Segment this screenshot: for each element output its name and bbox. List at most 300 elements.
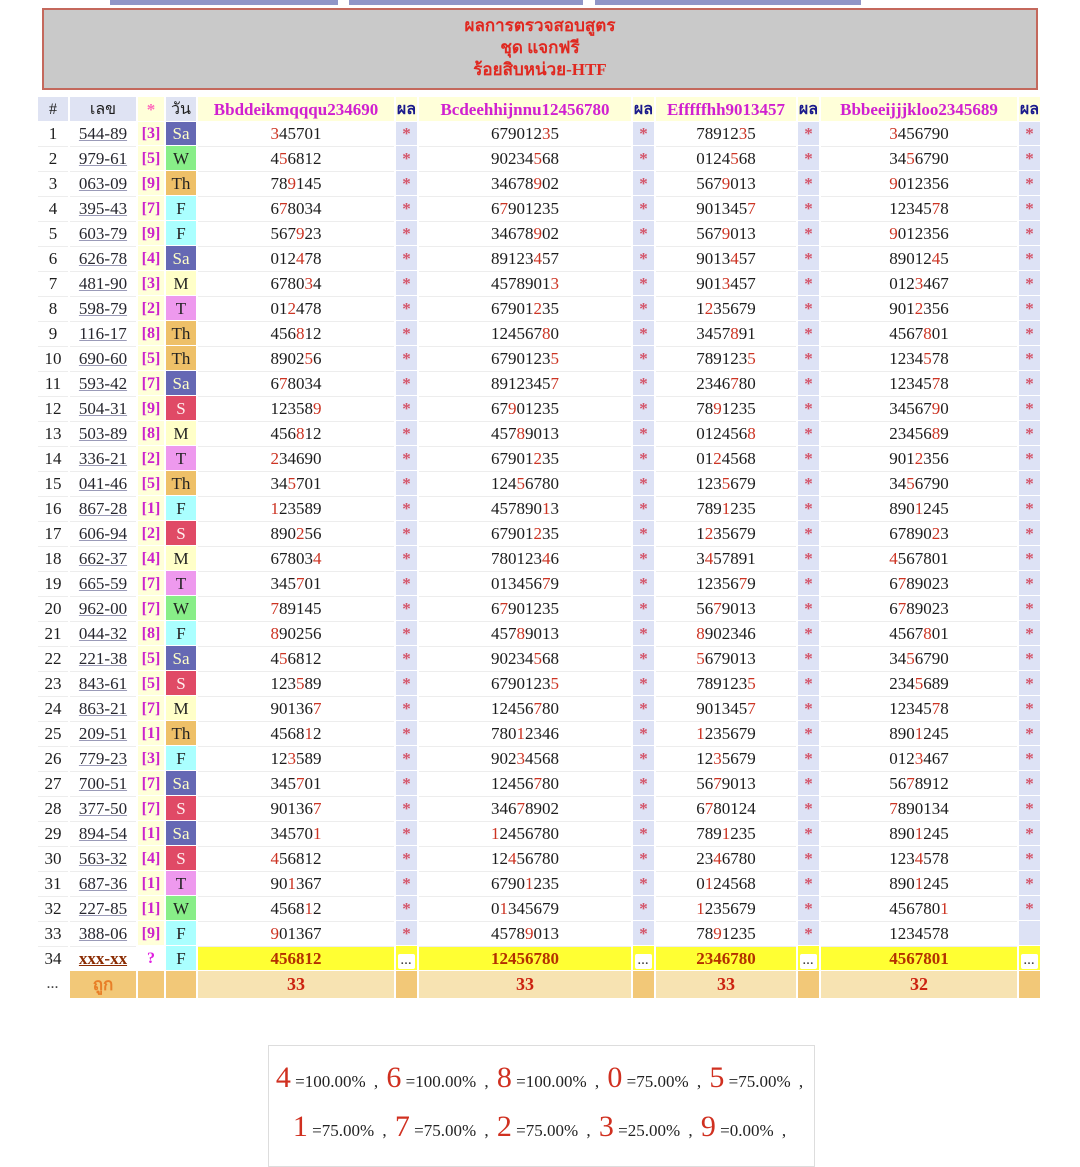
result-cell: * xyxy=(1019,421,1040,445)
draw-number-link[interactable]: xxx-xx xyxy=(78,949,128,968)
draw-number-link[interactable]: 481-90 xyxy=(78,274,128,293)
result-cell: * xyxy=(1019,696,1040,720)
highlighted-digit: 3 xyxy=(738,124,748,143)
result-cell: * xyxy=(798,846,819,870)
formula-digits-cell: 123589 xyxy=(198,396,394,420)
highlighted-digit: 7 xyxy=(499,199,508,218)
highlighted-digit: 5 xyxy=(279,149,288,168)
draw-number-cell xyxy=(70,446,136,470)
result-cell: * xyxy=(396,621,417,645)
footer-empty-cell xyxy=(1019,971,1040,998)
formula-digits-cell: 12456780 xyxy=(419,321,631,345)
row-index: 31 xyxy=(38,871,68,895)
highlighted-digit: 1 xyxy=(914,874,924,893)
result-cell: * xyxy=(396,846,417,870)
formula-digits-cell: 89123457 xyxy=(419,246,631,270)
pending-result-link[interactable]: ... xyxy=(398,954,415,969)
draw-number-cell xyxy=(70,496,136,520)
formula-digits-cell: 8901245 xyxy=(821,871,1017,895)
target-digit-cell: [5] xyxy=(138,646,164,670)
result-cell: * xyxy=(798,696,819,720)
col-header-formula-3: Efffffhh9013457 xyxy=(656,97,796,121)
result-cell: * xyxy=(1019,546,1040,570)
footer-empty-cell xyxy=(138,971,164,998)
draw-number-link[interactable]: 690-60 xyxy=(78,349,128,368)
draw-number-link[interactable]: 687-36 xyxy=(78,874,128,893)
highlighted-digit: 3 xyxy=(713,749,722,768)
formula-digits-cell: 67901235 xyxy=(419,346,631,370)
summary-separator: , xyxy=(781,1121,787,1140)
highlighted-digit: 7 xyxy=(499,599,508,618)
highlighted-digit: 5 xyxy=(296,674,305,693)
day-chip: T xyxy=(166,296,196,320)
formula-digits-cell: 6789023 xyxy=(821,521,1017,545)
day-chip: Sa xyxy=(166,246,196,270)
pending-result-link[interactable]: ... xyxy=(1021,954,1038,969)
result-cell: * xyxy=(1019,846,1040,870)
highlighted-digit: 2 xyxy=(914,449,924,468)
formula-digits-cell: 012478 xyxy=(198,296,394,320)
formula-digits-cell: 3456790 xyxy=(821,146,1017,170)
highlighted-digit: 8 xyxy=(270,624,279,643)
result-cell: * xyxy=(1019,496,1040,520)
target-digit-cell: [5] xyxy=(138,346,164,370)
result-cell: * xyxy=(396,546,417,570)
highlighted-digit: 1 xyxy=(696,899,705,918)
highlighted-digit: 1 xyxy=(721,824,731,843)
result-cell: * xyxy=(633,196,654,220)
col-header-result-2: ผล xyxy=(633,97,654,121)
formula-digits-cell: 3456790 xyxy=(821,396,1017,420)
highlighted-digit: 9 xyxy=(931,399,941,418)
highlighted-digit: 7 xyxy=(738,574,748,593)
target-digit-cell: [7] xyxy=(138,771,164,795)
draw-number-link[interactable]: 044-32 xyxy=(78,624,128,643)
highlighted-digit: 3 xyxy=(270,124,279,143)
draw-number-cell xyxy=(70,621,136,645)
result-cell: * xyxy=(633,746,654,770)
formula-digits-cell: 67901235 xyxy=(419,671,631,695)
formula-digits-cell: 78012346 xyxy=(419,546,631,570)
formula-digits-cell: 2345689 xyxy=(821,671,1017,695)
highlighted-digit: 7 xyxy=(279,199,288,218)
formula-digits-cell: 123589 xyxy=(198,496,394,520)
formula-digits-cell: 7891235 xyxy=(656,921,796,945)
formula-digits-cell: 4567801 xyxy=(821,621,1017,645)
target-digit-cell: [9] xyxy=(138,221,164,245)
result-cell: * xyxy=(1019,246,1040,270)
highlighted-digit: 2 xyxy=(704,299,714,318)
draw-number-link[interactable]: 606-94 xyxy=(78,524,128,543)
formula-digits-cell: 3457891 xyxy=(656,546,796,570)
draw-number-cell xyxy=(70,871,136,895)
draw-number-cell xyxy=(70,846,136,870)
col-header-index: # xyxy=(38,97,68,121)
result-cell: * xyxy=(396,296,417,320)
formula-digits-cell: 67901235 xyxy=(419,521,631,545)
result-cell: * xyxy=(633,596,654,620)
formula-digits-cell: 90234568 xyxy=(419,746,631,770)
result-cell: * xyxy=(1019,346,1040,370)
highlighted-digit: 1 xyxy=(313,824,322,843)
formula-digits-cell: 7890134 xyxy=(821,796,1017,820)
row-index: 21 xyxy=(38,621,68,645)
result-cell: * xyxy=(798,196,819,220)
highlighted-digit: 9 xyxy=(721,174,731,193)
highlighted-digit: 2 xyxy=(287,299,296,318)
draw-number-link[interactable]: 700-51 xyxy=(78,774,128,793)
highlighted-digit: 8 xyxy=(730,324,739,343)
formula-digits-cell: 67901235 xyxy=(419,871,631,895)
draw-number-link[interactable]: 504-31 xyxy=(78,399,128,418)
day-chip: F xyxy=(166,946,196,970)
highlighted-digit: 3 xyxy=(304,274,313,293)
draw-number-link[interactable]: 843-61 xyxy=(78,674,128,693)
highlighted-digit: 7 xyxy=(747,199,756,218)
formula-digits-cell: 78012346 xyxy=(419,721,631,745)
summary-line-1 xyxy=(269,1056,814,1105)
result-cell: * xyxy=(633,171,654,195)
day-chip: Th xyxy=(166,171,196,195)
draw-number-link[interactable]: 863-21 xyxy=(78,699,128,718)
summary-separator: , xyxy=(484,1121,493,1140)
draw-number-link[interactable]: 395-43 xyxy=(78,199,128,218)
formula-digits-cell: 1235679 xyxy=(656,296,796,320)
result-cell xyxy=(798,946,819,970)
row-index: 20 xyxy=(38,596,68,620)
draw-number-cell xyxy=(70,371,136,395)
highlighted-digit: 4 xyxy=(508,849,517,868)
draw-number-link[interactable]: 867-28 xyxy=(78,499,128,518)
table-footer-row xyxy=(38,971,1040,998)
result-cell: * xyxy=(633,146,654,170)
row-index: 28 xyxy=(38,796,68,820)
formula-digits-cell: 456812 xyxy=(198,146,394,170)
draw-number-cell xyxy=(70,671,136,695)
highlighted-digit: 1 xyxy=(542,499,551,518)
result-cell xyxy=(1019,921,1040,945)
highlighted-digit: 5 xyxy=(923,349,932,368)
highlighted-digit: 3 xyxy=(889,124,898,143)
result-cell: * xyxy=(633,296,654,320)
summary-digit: 2 xyxy=(496,1110,512,1143)
day-chip: F xyxy=(166,621,196,645)
table-row xyxy=(38,446,1040,470)
draw-number-link[interactable]: 227-85 xyxy=(78,899,128,918)
formula-digits-cell: 789145 xyxy=(198,171,394,195)
formula-digits-cell: 345701 xyxy=(198,571,394,595)
footer-empty-cell xyxy=(166,971,196,998)
row-index: 3 xyxy=(38,171,68,195)
formula-digits-cell: 789145 xyxy=(198,596,394,620)
result-cell: * xyxy=(798,546,819,570)
draw-number-cell xyxy=(70,421,136,445)
result-cell: * xyxy=(396,196,417,220)
highlighted-digit: 1 xyxy=(491,824,500,843)
draw-number-link[interactable]: 779-23 xyxy=(78,749,128,768)
formula-digits-cell: 6780124 xyxy=(656,796,796,820)
highlighted-digit: 8 xyxy=(516,424,525,443)
result-cell: * xyxy=(396,371,417,395)
formula-digits-cell: 123589 xyxy=(198,746,394,770)
pending-result-link[interactable]: ... xyxy=(800,954,817,969)
target-digit-cell: [8] xyxy=(138,321,164,345)
row-index: 11 xyxy=(38,371,68,395)
draw-number-cell xyxy=(70,721,136,745)
row-index: 12 xyxy=(38,396,68,420)
row-index: 6 xyxy=(38,246,68,270)
formula-digits-cell: 5679013 xyxy=(656,771,796,795)
day-chip: M xyxy=(166,421,196,445)
row-index: 27 xyxy=(38,771,68,795)
top-cropped-strip xyxy=(0,0,1080,5)
highlighted-digit: 5 xyxy=(721,474,731,493)
summary-digit: 7 xyxy=(394,1110,410,1143)
result-cell: * xyxy=(633,771,654,795)
result-cell: * xyxy=(396,596,417,620)
formula-digits-cell: 5679013 xyxy=(656,596,796,620)
formula-digits-cell: 890256 xyxy=(198,621,394,645)
table-row xyxy=(38,771,1040,795)
formula-digits-cell: 45789013 xyxy=(419,421,631,445)
row-index: 34 xyxy=(38,946,68,970)
table-row xyxy=(38,621,1040,645)
row-index: 1 xyxy=(38,122,68,145)
summary-digit: 4 xyxy=(275,1061,291,1094)
pending-result-link[interactable]: ... xyxy=(635,954,652,969)
target-digit-cell: [3] xyxy=(138,271,164,295)
highlighted-digit: 8 xyxy=(296,424,305,443)
highlighted-digit: 4 xyxy=(542,549,551,568)
table-header-row xyxy=(38,97,1040,121)
formula-digits-cell: 2346780 xyxy=(656,946,796,970)
draw-number-link[interactable]: 626-78 xyxy=(78,249,128,268)
target-digit-cell: [7] xyxy=(138,371,164,395)
result-cell: * xyxy=(396,122,417,145)
draw-number-link[interactable]: 336-21 xyxy=(78,449,128,468)
table-row xyxy=(38,796,1040,820)
table-row xyxy=(38,421,1040,445)
summary-percentage: =0.00% xyxy=(715,1121,778,1140)
highlighted-digit: 2 xyxy=(713,449,722,468)
table-row xyxy=(38,821,1040,845)
draw-number-link[interactable]: 221-38 xyxy=(78,649,128,668)
col-header-formula-1: Bbddeikmqqqu234690 xyxy=(198,97,394,121)
row-index: 25 xyxy=(38,721,68,745)
row-index: 33 xyxy=(38,921,68,945)
formula-digits-cell: 9012356 xyxy=(821,171,1017,195)
formula-digits-cell: 0124568 xyxy=(656,146,796,170)
footer-count-formula-2: 33 xyxy=(419,971,631,998)
result-cell: * xyxy=(1019,146,1040,170)
highlighted-digit: 1 xyxy=(704,874,714,893)
draw-number-link[interactable]: 041-46 xyxy=(78,474,128,493)
result-cell: * xyxy=(396,496,417,520)
result-cell: * xyxy=(396,746,417,770)
highlighted-digit: 2 xyxy=(270,449,279,468)
result-cell: * xyxy=(633,122,654,145)
result-cell: * xyxy=(396,171,417,195)
result-cell: * xyxy=(1019,122,1040,145)
formula-digits-cell: 67901235 xyxy=(419,396,631,420)
result-cell: * xyxy=(798,671,819,695)
formula-digits-cell: 901367 xyxy=(198,796,394,820)
draw-number-link[interactable]: 209-51 xyxy=(78,724,128,743)
day-chip: Sa xyxy=(166,122,196,145)
row-index: 32 xyxy=(38,896,68,920)
row-index: 7 xyxy=(38,271,68,295)
result-cell: * xyxy=(633,921,654,945)
row-index: 16 xyxy=(38,496,68,520)
highlighted-digit: 8 xyxy=(516,624,525,643)
formula-digits-cell: 45789013 xyxy=(419,621,631,645)
draw-number-link[interactable]: 503-89 xyxy=(78,424,128,443)
result-cell: * xyxy=(396,796,417,820)
target-digit-cell: [1] xyxy=(138,821,164,845)
summary-digit: 0 xyxy=(607,1061,623,1094)
draw-number-cell xyxy=(70,571,136,595)
highlighted-digit: 1 xyxy=(721,499,731,518)
formula-digits-cell: 7891235 xyxy=(656,496,796,520)
table-row xyxy=(38,871,1040,895)
formula-digits-cell: 0123467 xyxy=(821,746,1017,770)
col-header-result-1: ผล xyxy=(396,97,417,121)
formula-digits-cell: 456812 xyxy=(198,846,394,870)
result-cell: * xyxy=(1019,596,1040,620)
formula-digits-cell: 67901235 xyxy=(419,596,631,620)
draw-number-link[interactable]: 063-09 xyxy=(78,174,128,193)
result-cell: * xyxy=(798,446,819,470)
target-digit-cell: [9] xyxy=(138,396,164,420)
summary-separator: , xyxy=(586,1121,595,1140)
draw-number-link[interactable]: 962-00 xyxy=(78,599,128,618)
highlighted-digit: 3 xyxy=(542,124,551,143)
highlighted-digit: 3 xyxy=(914,274,924,293)
result-cell: * xyxy=(798,471,819,495)
formula-digits-cell: 7891235 xyxy=(656,396,796,420)
draw-number-link[interactable]: 377-50 xyxy=(78,799,128,818)
result-cell: * xyxy=(1019,821,1040,845)
result-cell xyxy=(396,946,417,970)
result-cell: * xyxy=(798,721,819,745)
result-cell: * xyxy=(798,421,819,445)
formula-digits-cell: 901367 xyxy=(198,871,394,895)
col-header-result-3: ผล xyxy=(798,97,819,121)
draw-number-link[interactable]: 665-59 xyxy=(78,574,128,593)
row-index: 5 xyxy=(38,221,68,245)
result-cell: * xyxy=(798,221,819,245)
highlighted-digit: 7 xyxy=(296,774,305,793)
highlighted-digit: 5 xyxy=(906,649,915,668)
draw-number-link[interactable]: 593-42 xyxy=(78,374,128,393)
highlighted-digit: 7 xyxy=(270,599,279,618)
formula-digits-cell: 1234578 xyxy=(821,846,1017,870)
result-cell: * xyxy=(633,671,654,695)
draw-number-link[interactable]: 603-79 xyxy=(78,224,128,243)
draw-number-cell xyxy=(70,246,136,270)
target-digit-cell: [8] xyxy=(138,621,164,645)
result-cell: * xyxy=(798,296,819,320)
formula-digits-cell: 1234578 xyxy=(821,196,1017,220)
draw-number-link[interactable]: 116-17 xyxy=(79,324,127,343)
highlighted-digit: 1 xyxy=(914,499,924,518)
target-digit-cell: [3] xyxy=(138,746,164,770)
highlighted-digit: 1 xyxy=(304,899,313,918)
draw-number-link[interactable]: 388-06 xyxy=(78,924,128,943)
formula-digits-cell: 3456790 xyxy=(821,122,1017,145)
summary-separator: , xyxy=(696,1072,706,1091)
page-title: ผลการตรวจสอบสูตร xyxy=(464,16,616,35)
result-cell: * xyxy=(798,621,819,645)
summary-separator: , xyxy=(688,1121,697,1140)
highlighted-digit: 3 xyxy=(550,274,559,293)
result-cell: * xyxy=(1019,571,1040,595)
row-index: 14 xyxy=(38,446,68,470)
draw-number-cell xyxy=(70,746,136,770)
draw-number-cell xyxy=(70,796,136,820)
result-cell: * xyxy=(633,621,654,645)
result-cell: * xyxy=(1019,321,1040,345)
result-cell: * xyxy=(798,821,819,845)
draw-number-cell xyxy=(70,396,136,420)
day-chip: Th xyxy=(166,471,196,495)
highlighted-digit: 4 xyxy=(889,549,898,568)
highlighted-digit: 2 xyxy=(296,524,305,543)
table-row xyxy=(38,296,1040,320)
result-cell: * xyxy=(1019,896,1040,920)
highlighted-digit: 7 xyxy=(516,799,525,818)
target-digit-cell: ? xyxy=(138,946,164,970)
result-cell: * xyxy=(798,122,819,145)
result-cell: * xyxy=(798,246,819,270)
draw-number-link[interactable]: 544-89 xyxy=(78,124,128,143)
highlighted-digit: 5 xyxy=(906,149,915,168)
result-cell: * xyxy=(633,796,654,820)
highlighted-digit: 2 xyxy=(533,299,542,318)
table-row xyxy=(38,696,1040,720)
target-digit-cell: [4] xyxy=(138,246,164,270)
top-strip-segment xyxy=(110,0,338,5)
result-cell: * xyxy=(633,521,654,545)
table-row xyxy=(38,646,1040,670)
result-cell: * xyxy=(1019,646,1040,670)
formula-digits-cell: 345701 xyxy=(198,821,394,845)
draw-number-link[interactable]: 894-54 xyxy=(78,824,128,843)
formula-digits-cell: 1234578 xyxy=(821,696,1017,720)
result-cell: * xyxy=(633,846,654,870)
col-header-day: วัน xyxy=(166,97,196,121)
draw-number-link[interactable]: 979-61 xyxy=(78,149,128,168)
draw-number-link[interactable]: 563-32 xyxy=(78,849,128,868)
highlighted-digit: 7 xyxy=(931,374,941,393)
col-header-star: * xyxy=(138,97,164,121)
draw-number-link[interactable]: 598-79 xyxy=(78,299,128,318)
result-cell: * xyxy=(633,271,654,295)
day-chip: S xyxy=(166,796,196,820)
highlighted-digit: 2 xyxy=(914,299,924,318)
summary-percentage: =100.00% xyxy=(401,1072,481,1091)
formula-digits-cell: 0124568 xyxy=(656,871,796,895)
draw-number-link[interactable]: 662-37 xyxy=(78,549,128,568)
title-box xyxy=(42,8,1038,90)
summary-separator: , xyxy=(798,1072,804,1091)
summary-digit: 3 xyxy=(598,1110,614,1143)
formula-digits-cell: 1235679 xyxy=(656,471,796,495)
highlighted-digit: 7 xyxy=(533,699,542,718)
result-cell: * xyxy=(633,446,654,470)
highlighted-digit: 8 xyxy=(931,424,941,443)
footer-more-link[interactable]: ... xyxy=(38,971,68,998)
